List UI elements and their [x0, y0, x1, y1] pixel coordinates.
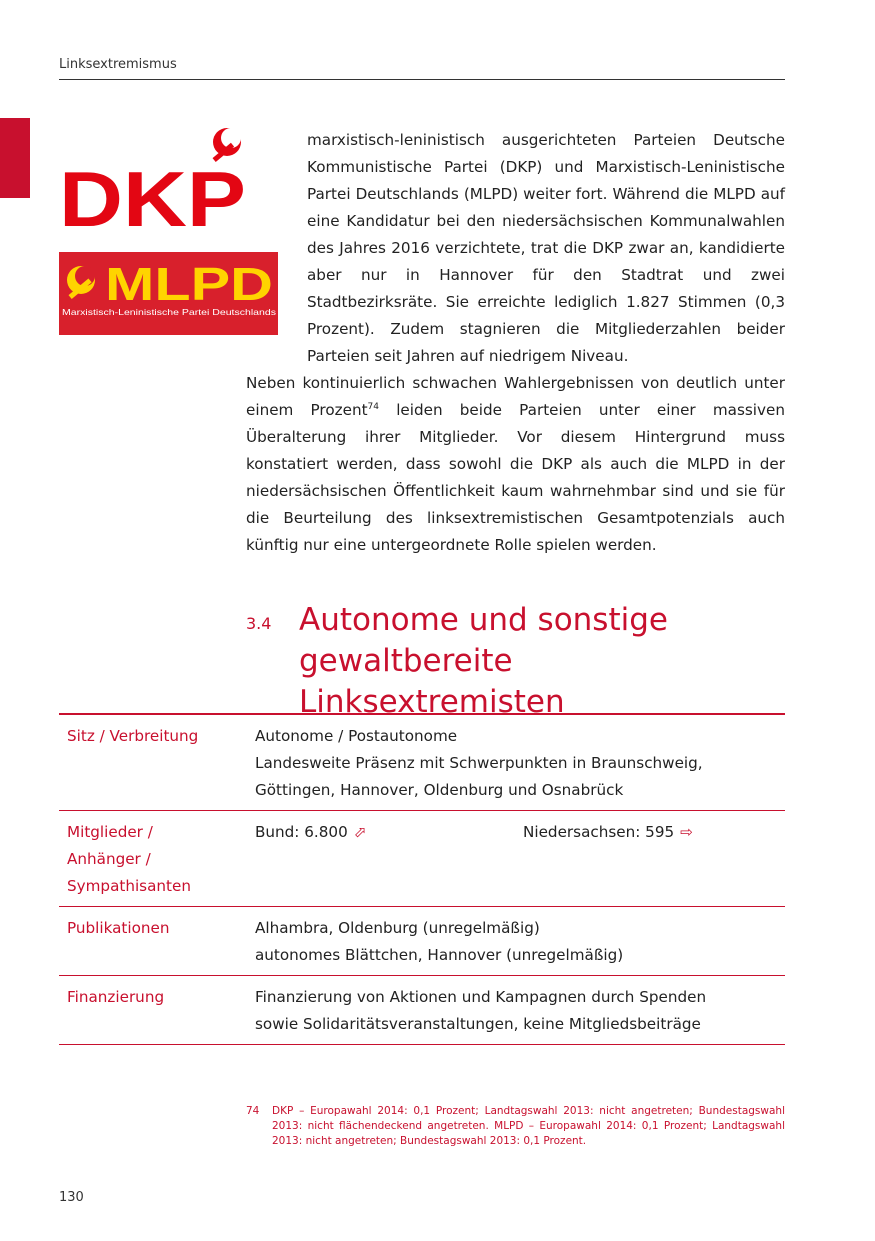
dkp-logo	[59, 122, 249, 232]
mlpd-logo-text: MLPD	[105, 258, 273, 310]
value-line: autonomes Blättchen, Hannover (unregelmäßig)	[255, 946, 624, 964]
mlpd-logo-subtitle: Marxistisch-Leninistische Partei Deutschlands	[62, 307, 276, 317]
paragraph-2-text-start: Neben kontinuierlich schwachen Wahlergebnissen von deutlich unter einem Prozent	[246, 374, 785, 419]
fact-table	[59, 713, 785, 1045]
table-row	[59, 714, 785, 811]
row-value	[247, 714, 785, 811]
label-line: Sympathisanten	[67, 877, 191, 895]
row-value	[247, 811, 785, 907]
footnote	[246, 1104, 785, 1149]
trend-flat-icon: ⇨	[680, 823, 693, 841]
value-line: Alhambra, Oldenburg (unregelmäßig)	[255, 919, 540, 937]
row-label	[59, 811, 247, 907]
row-value	[247, 976, 785, 1045]
page-number: 130	[59, 1190, 84, 1205]
value-line: Autonome / Postautonome	[255, 727, 458, 745]
niedersachsen-count	[523, 819, 693, 846]
value-line: sowie Solidaritätsveranstaltungen, keine Mitgliedsbeiträge	[255, 1015, 701, 1033]
value-line: Finanzierung von Aktionen und Kampagnen durch Spenden	[255, 988, 707, 1006]
value-line: Göttingen, Hannover, Oldenburg und Osnabrück	[255, 781, 624, 799]
section-number: 3.4	[246, 614, 272, 633]
row-label: Finanzierung	[67, 988, 165, 1006]
table-row	[59, 811, 785, 907]
row-value	[247, 907, 785, 976]
paragraph-2-text-end: leiden beide Parteien unter einer massiven Überalterung ihrer Mitglieder. Vor diesem Hintergrund muss konstatiert werden, dass sowohl die DKP als auch die MLPD in der niedersächsischen Öffentlichkeit kaum wahrnehmbar sind und sie für die Beurteilung des linksextremistischen Gesamtpotenzials auch künftig nur eine untergeordnete Rolle spielen werden.	[246, 401, 785, 554]
bund-count-text: Bund: 6.800	[255, 823, 348, 841]
bund-count	[255, 819, 523, 846]
footnote-number: 74	[246, 1105, 260, 1117]
section-title: Autonome und sonstige gewaltbereite Linksextremisten	[299, 602, 668, 720]
trend-up-icon: ⬀	[353, 823, 367, 841]
footnote-text: DKP – Europawahl 2014: 0,1 Prozent; Landtagswahl 2013: nicht angetreten; Bundestagswahl 2013: nicht flächendeckend angetreten. MLPD – Europawahl 2014: 0,1 Prozent; Landtagswahl 2013: nicht angetreten; Bundestagswahl 2013: 0,1 Prozent.	[272, 1105, 785, 1147]
table-row	[59, 907, 785, 976]
table-row	[59, 976, 785, 1045]
niedersachsen-count-text: Niedersachsen: 595	[523, 823, 675, 841]
label-line: Mitglieder /	[67, 823, 153, 841]
running-header: Linksextremismus	[59, 57, 177, 72]
label-line: Anhänger /	[67, 850, 151, 868]
section-marker-tab	[0, 118, 30, 198]
mlpd-logo	[59, 252, 278, 335]
body-paragraph-2	[246, 370, 785, 559]
body-paragraph-1: marxistisch-leninistisch ausgerichteten Parteien Deutsche Kommunistische Partei (DKP) und Marxistisch-Leninistische Partei Deutschlands (MLPD) weiter fort. Während die MLPD auf eine Kandidatur bei den niedersächsischen Kommunalwahlen des Jahres 2016 verzichtete, trat die DKP zwar an, kandidierte aber nur in Hannover für den Stadtrat und zwei Stadtbezirksräte. Sie erreichte lediglich 1.827 Stimmen (0,3 Prozent). Zudem stagnieren die Mitgliederzahlen beider Parteien seit Jahren auf niedrigem Niveau.	[307, 131, 785, 365]
value-line: Landesweite Präsenz mit Schwerpunkten in Braunschweig,	[255, 754, 703, 772]
header-rule	[59, 79, 785, 80]
row-label: Publikationen	[67, 919, 170, 937]
row-label: Sitz / Verbreitung	[67, 727, 199, 745]
dkp-logo-text: DKP	[59, 155, 246, 232]
footnote-ref: 74	[367, 401, 379, 412]
